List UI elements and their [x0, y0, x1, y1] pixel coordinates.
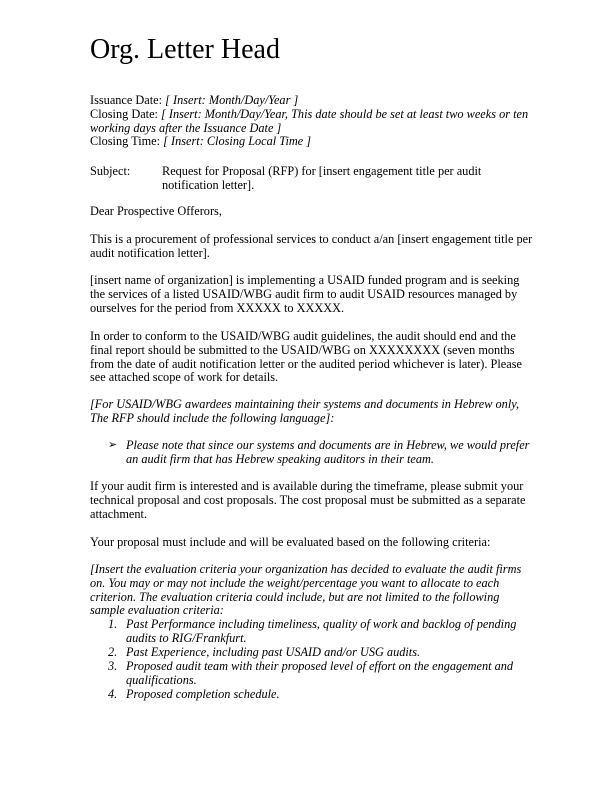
- closing-date: [90, 108, 528, 136]
- closing-time-value: [ Insert: Closing Local Time ]: [163, 134, 312, 148]
- criteria-item: Past Experience, including past USAID and/or USG audits.: [126, 645, 421, 659]
- issuance-label: Issuance Date:: [90, 93, 166, 107]
- subject-value: Request for Proposal (RFP) for [insert engagement title per audit notification letter].: [162, 164, 482, 192]
- paragraph-5: If your audit firm is interested and is available during the timeframe, please submit your technical proposal and cost proposals. The cost proposal must be submitted as a separate attachment.: [90, 479, 526, 521]
- closing-date-value: [ Insert: Month/Day/Year, This date should be set at least two weeks or ten working days after the Issuance Date ]: [90, 107, 529, 135]
- criteria-number: 4.: [108, 687, 118, 701]
- closing-date-label: Closing Date:: [90, 107, 162, 121]
- arrow-bullet-icon: ➢: [108, 439, 118, 451]
- hebrew-note: [For USAID/WBG awardees maintaining their systems and documents in Hebrew only, The RFP should include the following language]:: [90, 397, 520, 425]
- criteria-number: 1.: [108, 617, 118, 631]
- salutation: Dear Prospective Offerors,: [90, 204, 222, 218]
- bullet-item: Please note that since our systems and documents are in Hebrew, we would prefer an audit firm that has Hebrew speaking auditors in their team.: [126, 438, 530, 466]
- issuance-date: [90, 94, 298, 108]
- letterhead-title: Org. Letter Head: [90, 34, 280, 65]
- paragraph-6: Your proposal must include and will be evaluated based on the following criteria:: [90, 535, 491, 549]
- issuance-value: [ Insert: Month/Day/Year ]: [165, 93, 299, 107]
- criteria-item: Proposed completion schedule.: [126, 687, 280, 701]
- closing-time-label: Closing Time:: [90, 134, 164, 148]
- closing-time: [90, 135, 311, 149]
- paragraph-2: [insert name of organization] is implementing a USAID funded program and is seeking the services of a listed USAID/WBG audit firm to audit USAID resources managed by ourselves for the period from XXXXX to XXXXX.: [90, 273, 520, 315]
- paragraph-1: This is a procurement of professional services to conduct a/an [insert engagement title per audit notification letter].: [90, 232, 533, 260]
- paragraph-3: In order to conform to the USAID/WBG audit guidelines, the audit should end and the final report should be submitted to the USAID/WBG on XXXXXXXX (seven months from the date of audit notification letter or the audited period whichever is later). Please see attached scope of work for details.: [90, 329, 522, 385]
- criteria-number: 2.: [108, 645, 118, 659]
- criteria-number: 3.: [108, 659, 118, 673]
- criteria-item: Proposed audit team with their proposed level of effort on the engagement and qualifications.: [126, 659, 514, 687]
- evaluation-intro: [Insert the evaluation criteria your organization has decided to evaluate the audit firms on. You may or may not include the weight/percentage you want to allocate to each criterion. The evaluation criteria could include, but are not limited to the following sample evaluation criteria:: [90, 562, 522, 618]
- subject-label: Subject:: [90, 164, 131, 178]
- criteria-item: Past Performance including timeliness, quality of work and backlog of pending audits to RIG/Frankfurt.: [126, 617, 517, 645]
